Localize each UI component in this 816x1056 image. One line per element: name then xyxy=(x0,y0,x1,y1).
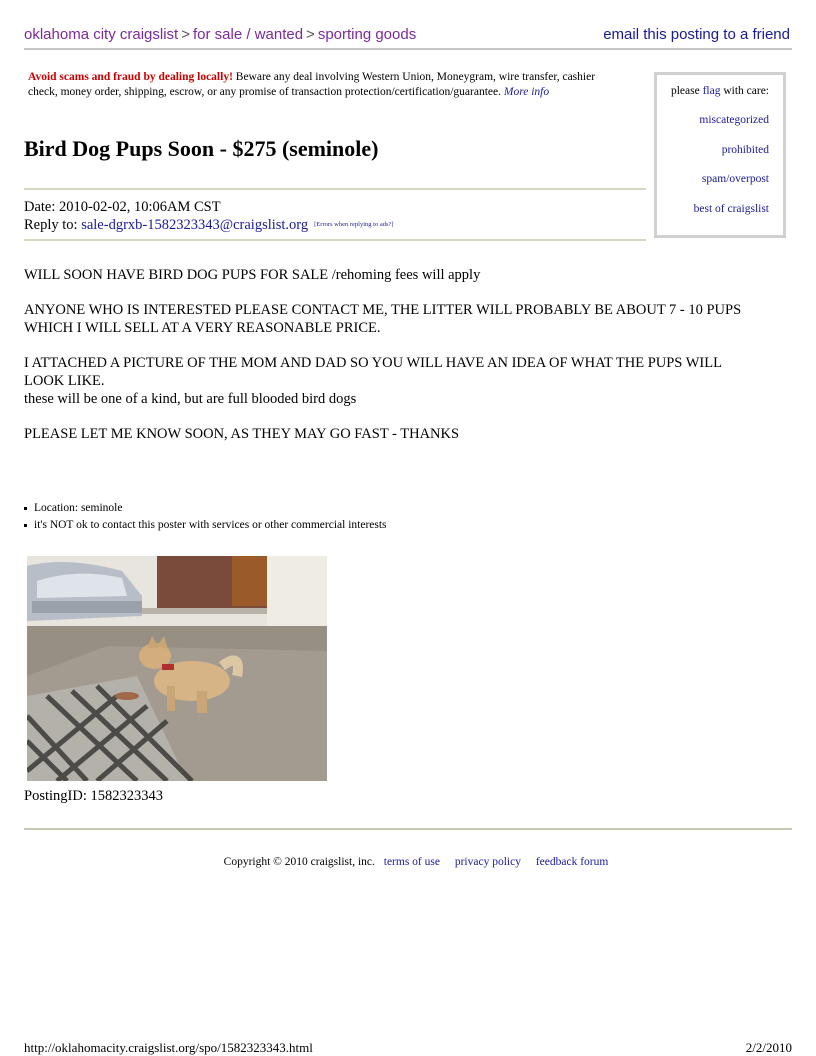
print-date: 2/2/2010 xyxy=(745,1040,792,1055)
posting-title: Bird Dog Pups Soon - $275 (seminole) xyxy=(24,136,379,161)
reply-to xyxy=(24,216,394,234)
location-item: Location: seminole xyxy=(24,500,387,517)
flag-box xyxy=(654,72,786,238)
scam-text: Beware any deal involving Western Union, Moneygram, wire transfer, cashier check, money order, shipping, escrow, or any promise of transaction protection/certification/guarantee. xyxy=(28,71,596,98)
flag-link[interactable]: flag xyxy=(702,85,721,97)
date-value: 2010-02-02, 10:06AM CST xyxy=(59,199,221,215)
posting-id: PostingID: 1582323343 xyxy=(24,788,163,804)
privacy-policy-link[interactable]: privacy policy xyxy=(454,856,521,868)
flag-suffix: with care: xyxy=(720,85,770,97)
breadcrumb-separator: > xyxy=(181,26,190,43)
dog-photo[interactable] xyxy=(27,556,327,781)
email-posting-link[interactable]: email this posting to a friend xyxy=(603,26,790,43)
print-url: http://oklahomacity.craigslist.org/spo/1582323343.html xyxy=(24,1040,313,1055)
date-label: Date: xyxy=(24,199,60,215)
body-paragraph: these will be one of a kind, but are full blooded bird dogs xyxy=(24,391,357,407)
feedback-forum-link[interactable]: feedback forum xyxy=(535,856,609,868)
body-paragraph: ANYONE WHO IS INTERESTED PLEASE CONTACT ME, THE LITTER WILL PROBABLY BE ABOUT 7 - 10 PUPS WHICH I WILL SELL AT A VERY REASONABLE PRICE. xyxy=(24,302,742,336)
flag-best-of-link[interactable]: best of craigslist xyxy=(693,203,769,215)
posting-details-list xyxy=(24,500,387,534)
body-paragraph: WILL SOON HAVE BIRD DOG PUPS FOR SALE /rehoming fees will apply xyxy=(24,267,481,283)
flag-box-header xyxy=(657,85,783,97)
scam-notice xyxy=(28,70,618,100)
breadcrumb-separator: > xyxy=(306,26,315,43)
flag-prohibited-link[interactable]: prohibited xyxy=(721,144,769,156)
body-paragraph: PLEASE LET ME KNOW SOON, AS THEY MAY GO FAST - THANKS xyxy=(24,426,460,442)
divider xyxy=(24,188,646,190)
body-paragraph: I ATTACHED A PICTURE OF THE MOM AND DAD SO YOU WILL HAVE AN IDEA OF WHAT THE PUPS WILL LOOK LIKE. xyxy=(24,355,722,389)
flag-miscategorized-link[interactable]: miscategorized xyxy=(699,114,769,126)
breadcrumb xyxy=(24,26,416,43)
page-footer xyxy=(0,856,816,868)
reply-email-link[interactable]: sale-dgrxb-1582323343@craigslist.org xyxy=(81,217,309,233)
breadcrumb-site-link[interactable]: oklahoma city craigslist xyxy=(24,26,179,43)
flag-prefix: please xyxy=(670,85,703,97)
divider xyxy=(24,239,646,241)
posting-meta xyxy=(24,198,394,234)
reply-label: Reply to: xyxy=(24,217,82,233)
posting-date xyxy=(24,198,394,216)
breadcrumb-category-link[interactable]: sporting goods xyxy=(317,26,417,43)
header-bar xyxy=(24,26,792,50)
divider xyxy=(24,828,792,830)
copyright: Copyright © 2010 craigslist, inc. xyxy=(223,856,375,868)
breadcrumb-section-link[interactable]: for sale / wanted xyxy=(192,26,304,43)
more-info-link[interactable]: More info xyxy=(503,86,550,98)
scam-warning: Avoid scams and fraud by dealing locally! xyxy=(28,71,233,83)
posting-body xyxy=(24,266,754,443)
flag-spam-link[interactable]: spam/overpost xyxy=(701,173,769,185)
contact-policy-item: it's NOT ok to contact this poster with services or other commercial interests xyxy=(24,517,387,534)
terms-of-use-link[interactable]: terms of use xyxy=(383,856,440,868)
reply-errors-link[interactable]: [Errors when replying to ads?] xyxy=(314,221,394,228)
